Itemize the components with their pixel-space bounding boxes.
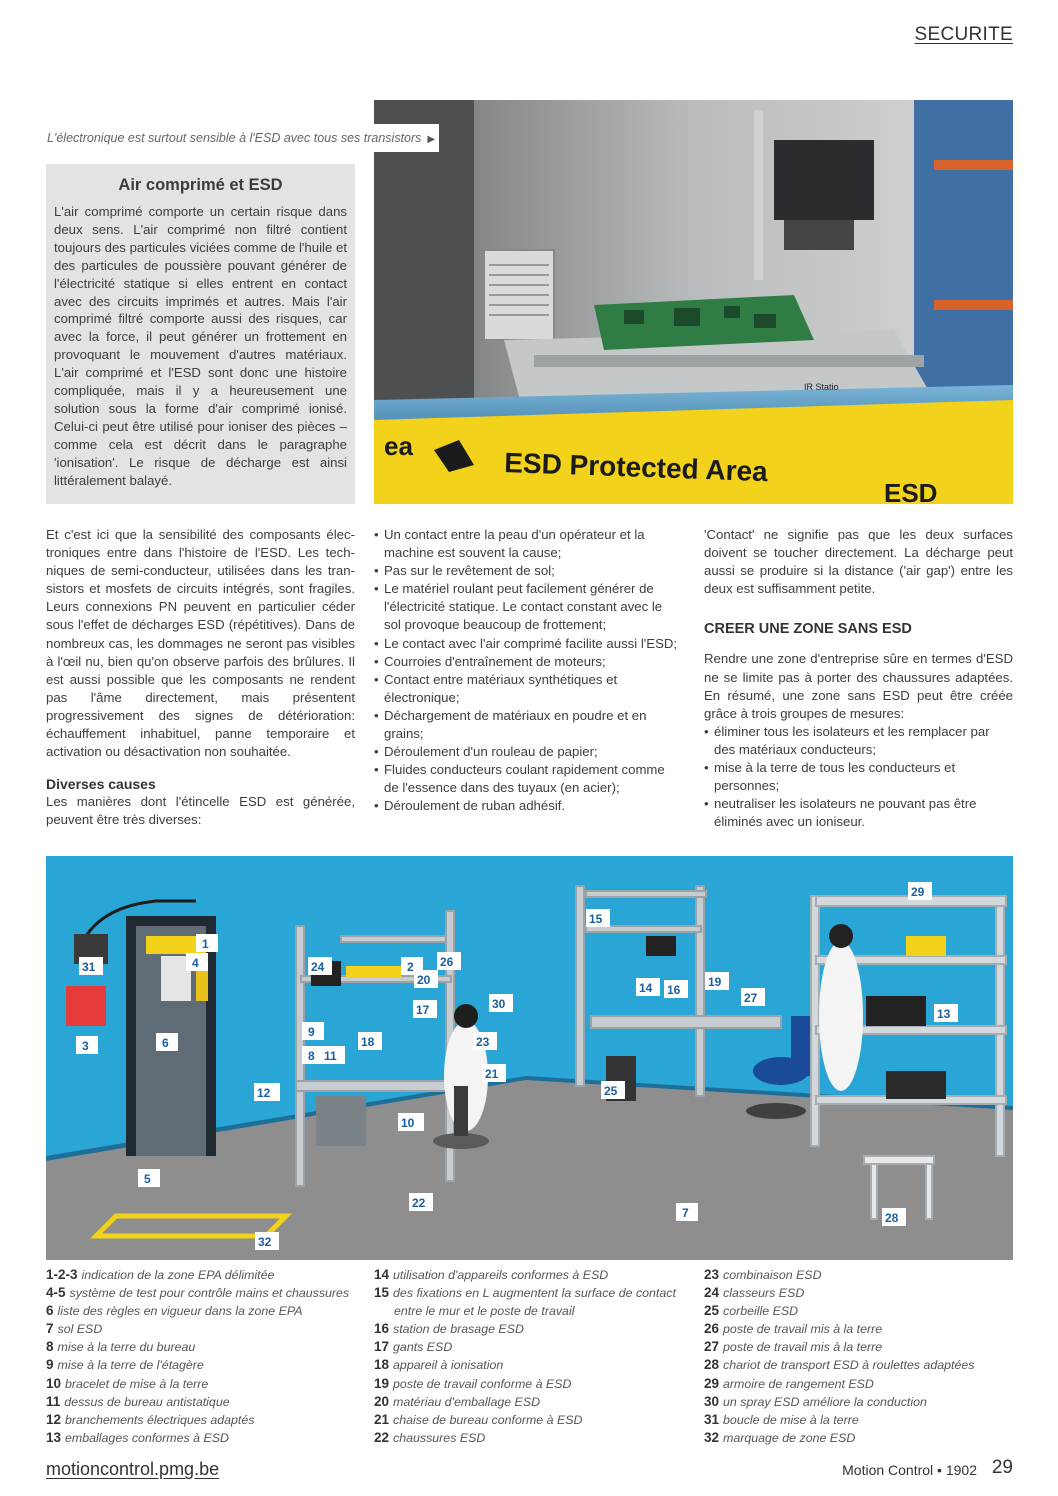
legend-item: 26 poste de travail mis à la terre bbox=[704, 1321, 883, 1337]
diagram-label-5: 5 bbox=[144, 1172, 151, 1186]
diagram-label-31: 31 bbox=[82, 960, 96, 974]
photo-caption: L'électronique est surtout sensible à l'ESD avec tous ses transistors ▶ bbox=[47, 124, 439, 152]
list-item: • Pas sur le revêtement de sol; bbox=[374, 562, 679, 580]
list-item: • Déroulement d'un rouleau de papier; bbox=[374, 743, 679, 761]
list-item: • Un contact entre la peau d'un opérateur et la machine est souvent la cause; bbox=[374, 526, 679, 562]
causes-list bbox=[374, 526, 679, 816]
esd-zone-illustration bbox=[46, 856, 1013, 1260]
legend-item: 24 classeurs ESD bbox=[704, 1285, 805, 1301]
diagram-label-10: 10 bbox=[401, 1116, 415, 1130]
legend-column-1 bbox=[46, 1266, 366, 1447]
legend-item: 18 appareil à ionisation bbox=[374, 1357, 504, 1373]
legend-item: 4-5 système de test pour contrôle mains et chaussures bbox=[46, 1285, 350, 1301]
diagram-label-8: 8 bbox=[308, 1049, 315, 1063]
diagram-label-14: 14 bbox=[639, 981, 653, 995]
legend-item: 32 marquage de zone ESD bbox=[704, 1429, 856, 1445]
legend-item: 23 combinaison ESD bbox=[704, 1267, 822, 1282]
legend-item: 11 dessus de bureau antistatique bbox=[46, 1393, 230, 1409]
list-item: • Courroies d'entraînement de moteurs; bbox=[374, 653, 679, 671]
diagram-label-9: 9 bbox=[308, 1025, 315, 1039]
subheading-causes: Diverses causes bbox=[46, 776, 156, 793]
diagram-label-22: 22 bbox=[412, 1196, 426, 1210]
diagram-label-1: 1 bbox=[202, 937, 209, 951]
legend-item: 22 chaussures ESD bbox=[374, 1429, 486, 1445]
diagram-label-30: 30 bbox=[492, 997, 506, 1011]
diagram-label-15: 15 bbox=[589, 912, 603, 926]
diagram-label-12: 12 bbox=[257, 1086, 271, 1100]
legend-item: 28 chariot de transport ESD à roulettes adaptées bbox=[704, 1357, 975, 1373]
diagram-label-29: 29 bbox=[911, 885, 925, 899]
column-3 bbox=[704, 526, 1013, 831]
section-tag: SECURITE bbox=[914, 24, 1013, 45]
legend-item: 16 station de brasage ESD bbox=[374, 1321, 524, 1337]
legend-item: 17 gants ESD bbox=[374, 1339, 453, 1355]
list-item: • Le matériel roulant peut facilement générer de l'électricité statique. Le contact constant avec le sol provoque beaucoup de frottement; bbox=[374, 580, 679, 634]
list-item: • Déchargement de matériaux en poudre et en grains; bbox=[374, 707, 679, 743]
legend-item: 21 chaise de bureau conforme à ESD bbox=[374, 1411, 583, 1427]
page-number: 29 bbox=[991, 1457, 1013, 1478]
sidebar-box bbox=[46, 164, 355, 504]
diagram-label-27: 27 bbox=[744, 991, 758, 1005]
diagram-label-32: 32 bbox=[258, 1235, 272, 1249]
diagram-label-28: 28 bbox=[885, 1211, 899, 1225]
diagram-label-7: 7 bbox=[682, 1206, 689, 1220]
diagram-label-21: 21 bbox=[485, 1067, 499, 1081]
diagram-label-6: 6 bbox=[162, 1036, 169, 1050]
diagram-label-2: 2 bbox=[407, 960, 414, 974]
legend-item: 20 matériau d'emballage ESD bbox=[374, 1393, 541, 1409]
legend-column-3 bbox=[704, 1266, 1004, 1447]
legend-item: 10 bracelet de mise à la terre bbox=[46, 1375, 209, 1391]
list-item: • Contact entre matériaux synthétiques et électronique; bbox=[374, 671, 679, 707]
diagram-label-25: 25 bbox=[604, 1084, 618, 1098]
esd-workstation-photo bbox=[374, 100, 1013, 504]
legend-item: 1-2-3 indication de la zone EPA délimitée bbox=[46, 1267, 275, 1282]
list-item: • Déroulement de ruban adhésif. bbox=[374, 797, 679, 815]
diagram-label-26: 26 bbox=[440, 955, 454, 969]
legend-item: 31 boucle de mise à la terre bbox=[704, 1411, 859, 1427]
diagram-label-20: 20 bbox=[417, 973, 431, 987]
diagram-label-18: 18 bbox=[361, 1035, 375, 1049]
list-item: • mise à la terre de tous les conducteurs et personnes; bbox=[704, 759, 1013, 795]
causes-paragraph: Les manières dont l'étincelle ESD est générée, peuvent être très diverses: bbox=[46, 794, 355, 828]
list-item: • Le contact avec l'air comprimé facilite aussi l'ESD; bbox=[374, 635, 679, 653]
legend-item: 14 utilisation d'appareils conformes à ESD bbox=[374, 1267, 609, 1282]
sign-left-text: ea bbox=[384, 431, 413, 461]
legend-item: 15 des fixations en L augmentent la surface de contact bbox=[374, 1285, 676, 1301]
column-1 bbox=[46, 526, 355, 830]
measures-list bbox=[704, 723, 1013, 832]
legend-item-continuation: entre le mur et le poste de travail bbox=[394, 1304, 575, 1319]
legend-item: 25 corbeille ESD bbox=[704, 1303, 799, 1319]
sidebar-body: L'air comprimé comporte un certain risque dans deux sens. L'air comprimé non filtré contient toujours des particules viciées comme de l'huile et des particules de poussière pouvant générer de l'électricité statique si elles entrent en contact avec des circuits imprimés et autres. Mais l'air comprimé filtré comporte aussi des risques, car avec la force, il peut générer un frottement en provoquant le mouvement d'autres matériaux. L'air comprimé et l'ESD sont donc une histoire compliquée, mais il y a heureusement une solution sous la forme d'air comprimé ionisé. Celui-ci peut être utilisé pour ioniser des pièces – comme cela est décrit dans le paragraphe 'ionisation'. Le risque de décharge est ainsi littéralement balayé. bbox=[54, 204, 347, 488]
diagram-label-4: 4 bbox=[192, 956, 199, 970]
ir-station-label: IR Statio bbox=[804, 382, 839, 392]
heading-zone: CREER UNE ZONE SANS ESD bbox=[704, 621, 912, 638]
diagram-label-17: 17 bbox=[416, 1003, 430, 1017]
legend-item: 8 mise à la terre du bureau bbox=[46, 1339, 196, 1355]
list-item: • Fluides conducteurs coulant rapidement comme de l'essence dans des tuyaux (en acier); bbox=[374, 761, 679, 797]
list-item: • éliminer tous les isolateurs et les remplacer par des matériaux conducteurs; bbox=[704, 723, 1013, 759]
diagram-label-16: 16 bbox=[667, 983, 681, 997]
diagram-label-11: 11 bbox=[324, 1049, 337, 1063]
legend-item: 9 mise à la terre de l'étagère bbox=[46, 1357, 204, 1373]
diagram-label-3: 3 bbox=[82, 1039, 89, 1053]
sidebar-title: Air comprimé et ESD bbox=[118, 176, 283, 194]
sign-main-text: ESD Protected Area bbox=[503, 447, 769, 488]
legend-item: 12 branchements électriques adaptés bbox=[46, 1411, 255, 1427]
footer-url-link[interactable]: motioncontrol.pmg.be bbox=[46, 1459, 220, 1479]
column-2 bbox=[374, 526, 679, 816]
diagram-label-23: 23 bbox=[476, 1035, 490, 1049]
zone-paragraph: Rendre une zone d'entreprise sûre en termes d'ESD ne se limite pas à porter des chaussures adaptées. En résumé, une zone sans ESD peut être créée grâce à trois groupes de mesures: bbox=[704, 651, 1013, 721]
legend-item: 19 poste de travail conforme à ESD bbox=[374, 1375, 572, 1391]
legend-item: 29 armoire de rangement ESD bbox=[704, 1375, 874, 1391]
legend-item: 13 emballages conformes à ESD bbox=[46, 1429, 229, 1445]
legend-item: 30 un spray ESD améliore la conduction bbox=[704, 1393, 927, 1409]
diagram-label-24: 24 bbox=[311, 960, 325, 974]
footer-magazine: Motion Control • 1902 bbox=[842, 1462, 977, 1478]
legend-item: 27 poste de travail mis à la terre bbox=[704, 1339, 883, 1355]
contact-paragraph: 'Contact' ne signifie pas que les deux surfaces doivent se toucher directement. La décharge peut aussi se produire si la distance ('air gap') entre les deux est suffisamment petite. bbox=[704, 527, 1013, 597]
legend-item: 6 liste des règles en vigueur dans la zone EPA bbox=[46, 1303, 303, 1319]
intro-paragraph: Et c'est ici que la sensibilité des composants électroniques entre dans l'histoire de l'ESD. Les techniques de semi-conducteur, utilisées dans les transistors et mosfets de circuits intégrés, sont fragiles. Leurs connexions PN peuvent en particulier céder sous l'effet de décharges ESD (répétitives). Dans de nombreux cas, les dommages ne seront pas visibles à l'œil nu, bien qu'on observe parfois des brûlures. Il est aussi possible que les composants ne rendent pas l'âme directement, mais présentent progressivement des signes de détérioration: échauffement inhabituel, panne temporaire et activation ou désactivation non souhaitée. bbox=[46, 527, 355, 760]
legend-item: 7 sol ESD bbox=[46, 1321, 103, 1337]
legend-column-2 bbox=[374, 1266, 694, 1447]
diagram-label-19: 19 bbox=[708, 975, 722, 989]
list-item: • neutraliser les isolateurs ne pouvant pas être éliminés avec un ioniseur. bbox=[704, 795, 1013, 831]
sign-right-text: ESD bbox=[884, 478, 938, 504]
diagram-label-13: 13 bbox=[937, 1007, 951, 1021]
